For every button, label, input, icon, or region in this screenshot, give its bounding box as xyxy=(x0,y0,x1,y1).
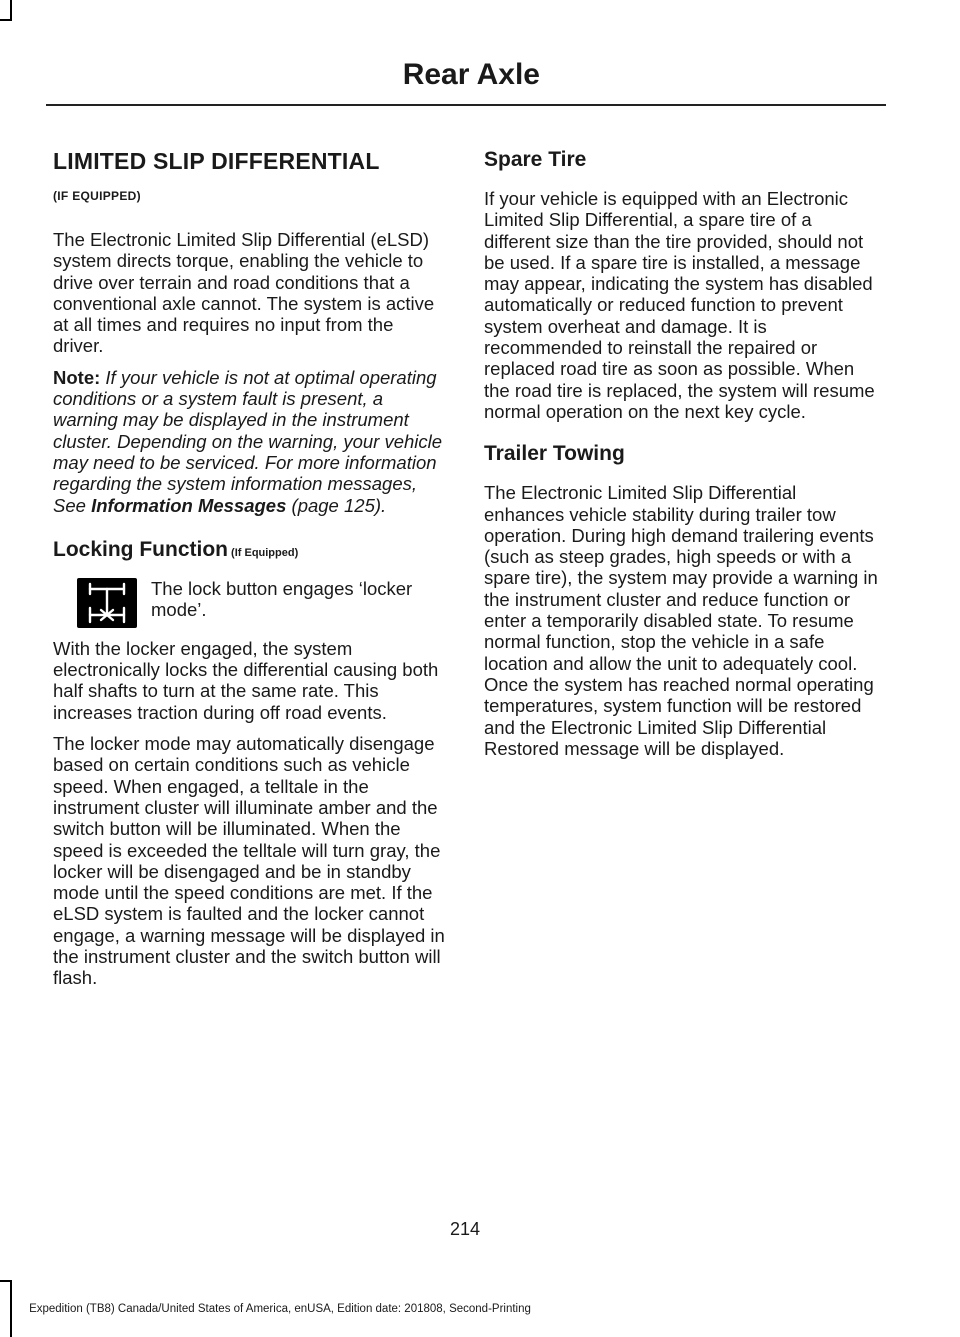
header-rule xyxy=(46,104,886,106)
crop-mark xyxy=(0,1280,12,1282)
lock-button-description: The lock button engages ‘locker mode’. xyxy=(151,577,413,621)
locking-qualifier: (If Equipped) xyxy=(227,546,299,559)
crop-mark xyxy=(0,19,12,21)
locker-paragraph: With the locker engaged, the system electronically locks the differential causing both half shafts to turn at the same rate. This increases traction during off road events. xyxy=(53,637,439,723)
page-number: 214 xyxy=(449,1219,481,1239)
note-page-ref: (page 125). xyxy=(286,494,387,516)
locking-function-heading xyxy=(53,538,448,562)
section-heading: LIMITED SLIP DIFFERENTIAL xyxy=(53,148,380,174)
trailer-towing-paragraph: The Electronic Limited Slip Differential enhances vehicle stability during trailer tow operation. During high demand trailering events (such as steep grades, high speeds or with a spare tire), the system may provide a warning in the instrument cluster and reduce function or enter a temporarily disabled state. To resume normal function, stop the vehicle in a safe location and allow the unit to adequately cool. Once the system has reached normal operating temperatures, system function will be restored and the Electronic Limited Slip Differential Restored message will be displayed. xyxy=(484,482,878,759)
lock-button-row xyxy=(53,578,448,628)
trailer-towing-heading: Trailer Towing xyxy=(484,442,625,466)
right-column xyxy=(484,140,879,769)
spare-tire-paragraph: If your vehicle is equipped with an Electronic Limited Slip Differential, a spare tire of a different size than the tire provided, should not be used. If a spare tire is installed, a message may appear, indicating the system has disabled automatically or reduced function to prevent system overheat and damage. It is recommended to reinstall the repaired or replaced road tire as soon as possible. When the road tire is replaced, the system will resume normal operation on the next key cycle. xyxy=(484,188,875,422)
locker-mode-paragraph: The locker mode may automatically disengage based on certain conditions such as vehicle speed. When engaged, a telltale in the instrument cluster will illuminate amber and the switch button will be illuminated. When the speed is exceeded the telltale will turn gray, the locker will be disengaged and be in standby mode until the speed conditions are met. If the eLSD system is faulted and the locker cannot engage, a warning message will be displayed in the instrument cluster and the switch button will flash. xyxy=(53,733,445,989)
footer-edition-text: Expedition (TB8) Canada/United States of America, enUSA, Edition date: 201808, Second-Printing xyxy=(29,1303,531,1315)
locking-heading-text: Locking Function xyxy=(53,537,228,561)
page-title: Rear Axle xyxy=(402,58,540,91)
left-column xyxy=(53,140,448,999)
section-subheading: (IF EQUIPPED) xyxy=(53,189,141,203)
locker-differential-icon xyxy=(77,578,137,628)
note-label: Note: xyxy=(53,366,101,388)
information-messages-link[interactable]: Information Messages xyxy=(91,494,287,516)
intro-paragraph: The Electronic Limited Slip Differential (eLSD) system directs torque, enabling the vehicle to drive over terrain and road conditions that a conventional axle cannot. The system is active at all times and requires no input from the driver. xyxy=(53,229,435,357)
page-header xyxy=(0,58,540,92)
spare-tire-heading: Spare Tire xyxy=(484,148,587,171)
note-text: If your vehicle is not at optimal operating conditions or a system fault is present, a warning may be displayed in the instrument cluster. Depending on the warning, your vehicle may need to be serviced. For more information regarding the system information messages, See xyxy=(53,366,443,516)
note-paragraph xyxy=(53,367,448,516)
crop-mark xyxy=(10,0,12,20)
